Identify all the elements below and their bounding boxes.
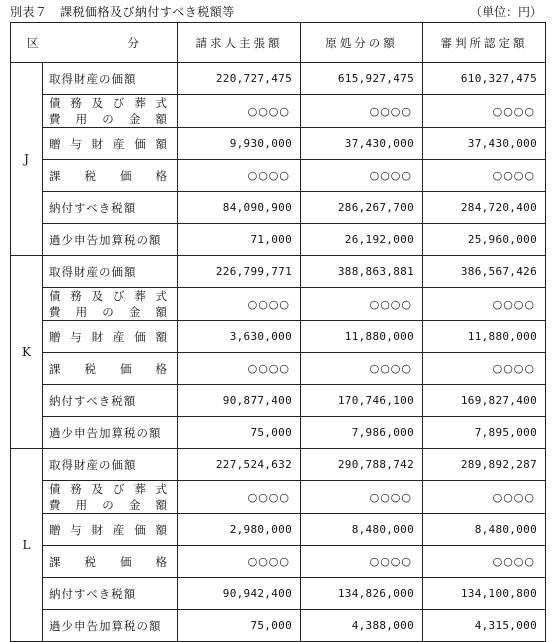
cell-original: 11,880,000 <box>301 321 423 353</box>
item-char: 価 <box>134 136 146 151</box>
cell-original: 134,826,000 <box>301 578 423 610</box>
tax-table <box>10 22 546 642</box>
item-label-line <box>49 497 167 513</box>
cell-tribunal: 134,100,800 <box>423 578 546 610</box>
item-char: 贈 <box>49 136 61 151</box>
cell-claim: ○○○○ <box>178 546 301 578</box>
cell-claim: ○○○○ <box>178 95 301 128</box>
item-label-line: 取得財産の価額 <box>49 264 137 279</box>
cell-tribunal: ○○○○ <box>423 95 546 128</box>
item-label-line <box>49 361 167 377</box>
cell-claim: 2,980,000 <box>178 514 301 546</box>
item-label-lines <box>49 425 177 441</box>
cell-original: 388,863,881 <box>301 256 423 288</box>
item-char: 格 <box>155 168 167 183</box>
cell-tribunal: 386,567,426 <box>423 256 546 288</box>
item-char: 課 <box>49 168 61 183</box>
table-row <box>11 192 546 224</box>
item-char: 額 <box>155 522 167 537</box>
item-label-lines <box>49 618 177 634</box>
item-char: 産 <box>112 522 125 537</box>
table-header-row <box>11 23 546 63</box>
header-tribunal: 審判所認定額 <box>423 23 546 63</box>
item-label-line: 納付すべき税額 <box>49 393 137 408</box>
item-label-lines <box>49 457 177 473</box>
item-label-line <box>49 329 167 345</box>
item-char: 葬 <box>134 96 146 110</box>
cell-tribunal: 284,720,400 <box>423 192 546 224</box>
item-label-line <box>49 95 167 111</box>
header-original: 原処分の額 <box>301 23 423 63</box>
item-label <box>43 224 178 256</box>
item-label-lines <box>49 168 177 184</box>
item-label <box>43 128 178 160</box>
item-char: 課 <box>49 361 61 376</box>
item-label <box>43 160 178 192</box>
cell-claim: ○○○○ <box>178 353 301 385</box>
cell-tribunal: 25,960,000 <box>423 224 546 256</box>
item-char: 財 <box>91 522 104 537</box>
table-row <box>11 288 546 321</box>
cell-claim: ○○○○ <box>178 481 301 514</box>
item-char: の <box>102 498 114 512</box>
item-label-lines <box>49 136 177 152</box>
cell-claim: ○○○○ <box>178 160 301 192</box>
item-label-lines <box>49 481 177 513</box>
table-body <box>11 63 546 642</box>
item-char: 費 <box>49 305 61 319</box>
item-label-line <box>49 481 167 497</box>
item-label-line: 過少申告加算税の額 <box>49 618 162 633</box>
item-label-line: 取得財産の価額 <box>49 71 137 86</box>
item-char: 産 <box>112 136 125 151</box>
cell-original: 7,986,000 <box>301 417 423 449</box>
header-claim: 請求人主張額 <box>178 23 301 63</box>
item-char: の <box>102 112 114 126</box>
item-label <box>43 578 178 610</box>
item-char: 与 <box>70 522 82 537</box>
item-char: 債 <box>49 96 61 110</box>
item-char: 式 <box>155 96 167 110</box>
table-row <box>11 353 546 385</box>
item-char: 価 <box>120 361 132 376</box>
item-char: 債 <box>49 482 61 496</box>
item-label <box>43 288 178 321</box>
item-char: 用 <box>75 305 88 319</box>
item-char: 価 <box>134 329 146 344</box>
table-row <box>11 63 546 95</box>
item-char: 額 <box>155 136 167 151</box>
item-label-lines <box>49 361 177 377</box>
item-char: 額 <box>155 498 167 512</box>
item-label-lines <box>49 522 177 538</box>
item-char: 金 <box>128 305 141 319</box>
item-label-line <box>49 168 167 184</box>
table-row <box>11 95 546 128</box>
cell-tribunal: 169,827,400 <box>423 385 546 417</box>
item-label <box>43 385 178 417</box>
cell-original: 8,480,000 <box>301 514 423 546</box>
item-char: 債 <box>49 289 61 303</box>
item-char: 額 <box>155 112 167 126</box>
cell-tribunal: ○○○○ <box>423 481 546 514</box>
cell-original: 37,430,000 <box>301 128 423 160</box>
item-char: 及 <box>91 482 104 496</box>
item-label-lines <box>49 586 177 602</box>
item-char: 価 <box>120 168 132 183</box>
cell-original: ○○○○ <box>301 160 423 192</box>
item-label <box>43 321 178 353</box>
cell-claim: 75,000 <box>178 417 301 449</box>
item-label-lines <box>49 264 177 280</box>
item-label-line <box>49 288 167 304</box>
table-title: 別表７ 課税価格及び納付すべき税額等 <box>10 5 235 19</box>
item-char: 用 <box>75 498 88 512</box>
item-label <box>43 417 178 449</box>
item-char: 価 <box>134 522 146 537</box>
item-label-lines <box>49 288 177 320</box>
cell-original: 26,192,000 <box>301 224 423 256</box>
item-label <box>43 256 178 288</box>
cell-tribunal: 7,895,000 <box>423 417 546 449</box>
item-label <box>43 95 178 128</box>
item-label-lines <box>49 71 177 87</box>
cell-claim: ○○○○ <box>178 288 301 321</box>
cell-claim: 9,930,000 <box>178 128 301 160</box>
cell-original: 290,788,742 <box>301 449 423 481</box>
item-label <box>43 192 178 224</box>
item-char: び <box>112 289 125 303</box>
item-label-lines <box>49 232 177 248</box>
cell-tribunal: 289,892,287 <box>423 449 546 481</box>
table-row <box>11 417 546 449</box>
cell-tribunal: ○○○○ <box>423 353 546 385</box>
item-char: 葬 <box>134 482 146 496</box>
group-label: J <box>11 63 43 256</box>
table-row <box>11 321 546 353</box>
item-char: 贈 <box>49 329 61 344</box>
item-label <box>43 353 178 385</box>
item-char: 格 <box>155 554 167 569</box>
item-label <box>43 449 178 481</box>
cell-original: 286,267,700 <box>301 192 423 224</box>
item-char: 与 <box>70 329 82 344</box>
cell-claim: 227,524,632 <box>178 449 301 481</box>
group-label: K <box>11 256 43 449</box>
item-char: 財 <box>91 136 104 151</box>
header-division: 区 分 <box>11 23 178 63</box>
item-char: 価 <box>120 554 132 569</box>
cell-tribunal: 610,327,475 <box>423 63 546 95</box>
item-char: 与 <box>70 136 82 151</box>
item-char: 格 <box>155 361 167 376</box>
item-label <box>43 514 178 546</box>
item-char: 務 <box>70 482 82 496</box>
item-char: 財 <box>91 329 104 344</box>
item-char: 金 <box>128 498 141 512</box>
item-label-line: 過少申告加算税の額 <box>49 232 162 247</box>
item-char: 務 <box>70 96 82 110</box>
cell-original: ○○○○ <box>301 353 423 385</box>
item-char: 及 <box>91 289 104 303</box>
cell-original: ○○○○ <box>301 481 423 514</box>
item-label-line <box>49 304 167 320</box>
cell-tribunal: 37,430,000 <box>423 128 546 160</box>
group-label: L <box>11 449 43 642</box>
item-label-line <box>49 111 167 127</box>
item-label-lines <box>49 95 177 127</box>
table-row <box>11 256 546 288</box>
cell-tribunal: ○○○○ <box>423 546 546 578</box>
cell-claim: 84,090,900 <box>178 192 301 224</box>
table-row <box>11 481 546 514</box>
item-char: 税 <box>84 554 96 569</box>
cell-tribunal: 4,315,000 <box>423 610 546 642</box>
table-row <box>11 128 546 160</box>
cell-original: 615,927,475 <box>301 63 423 95</box>
item-label-line <box>49 522 167 538</box>
item-label-line: 納付すべき税額 <box>49 586 137 601</box>
cell-claim: 90,942,400 <box>178 578 301 610</box>
item-char: 課 <box>49 554 61 569</box>
item-char: 及 <box>91 96 104 110</box>
item-label <box>43 546 178 578</box>
item-char: 額 <box>155 305 167 319</box>
cell-original: ○○○○ <box>301 546 423 578</box>
item-label-line: 納付すべき税額 <box>49 200 137 215</box>
table-row <box>11 224 546 256</box>
item-char: の <box>102 305 114 319</box>
table-row <box>11 385 546 417</box>
cell-claim: 226,799,771 <box>178 256 301 288</box>
table-row <box>11 546 546 578</box>
cell-tribunal: 8,480,000 <box>423 514 546 546</box>
item-label-line <box>49 554 167 570</box>
item-char: 額 <box>155 329 167 344</box>
cell-claim: 3,630,000 <box>178 321 301 353</box>
item-char: 式 <box>155 289 167 303</box>
item-char: 費 <box>49 112 61 126</box>
item-char: 式 <box>155 482 167 496</box>
cell-original: ○○○○ <box>301 95 423 128</box>
cell-claim: 71,000 <box>178 224 301 256</box>
table-row <box>11 160 546 192</box>
cell-original: ○○○○ <box>301 288 423 321</box>
item-char: び <box>112 96 125 110</box>
cell-tribunal: 11,880,000 <box>423 321 546 353</box>
cell-tribunal: ○○○○ <box>423 288 546 321</box>
item-char: 産 <box>112 329 125 344</box>
item-char: 税 <box>84 361 96 376</box>
cell-tribunal: ○○○○ <box>423 160 546 192</box>
item-char: 用 <box>75 112 88 126</box>
cell-original: 4,388,000 <box>301 610 423 642</box>
item-label-lines <box>49 329 177 345</box>
cell-original: 170,746,100 <box>301 385 423 417</box>
item-char: 税 <box>84 168 96 183</box>
item-char: 葬 <box>134 289 146 303</box>
item-char: 贈 <box>49 522 61 537</box>
item-label-lines <box>49 554 177 570</box>
cell-claim: 90,877,400 <box>178 385 301 417</box>
item-label-line: 取得財産の価額 <box>49 457 137 472</box>
item-char: 費 <box>49 498 61 512</box>
table-row <box>11 514 546 546</box>
unit-label: （単位：円） <box>469 5 542 19</box>
item-label <box>43 63 178 95</box>
item-label <box>43 481 178 514</box>
cell-claim: 75,000 <box>178 610 301 642</box>
item-label-line <box>49 136 167 152</box>
item-label-line: 過少申告加算税の額 <box>49 425 162 440</box>
item-char: 金 <box>128 112 141 126</box>
cell-claim: 220,727,475 <box>178 63 301 95</box>
item-label-lines <box>49 393 177 409</box>
item-char: び <box>112 482 125 496</box>
table-row <box>11 449 546 481</box>
item-char: 務 <box>70 289 82 303</box>
table-row <box>11 578 546 610</box>
item-label-lines <box>49 200 177 216</box>
